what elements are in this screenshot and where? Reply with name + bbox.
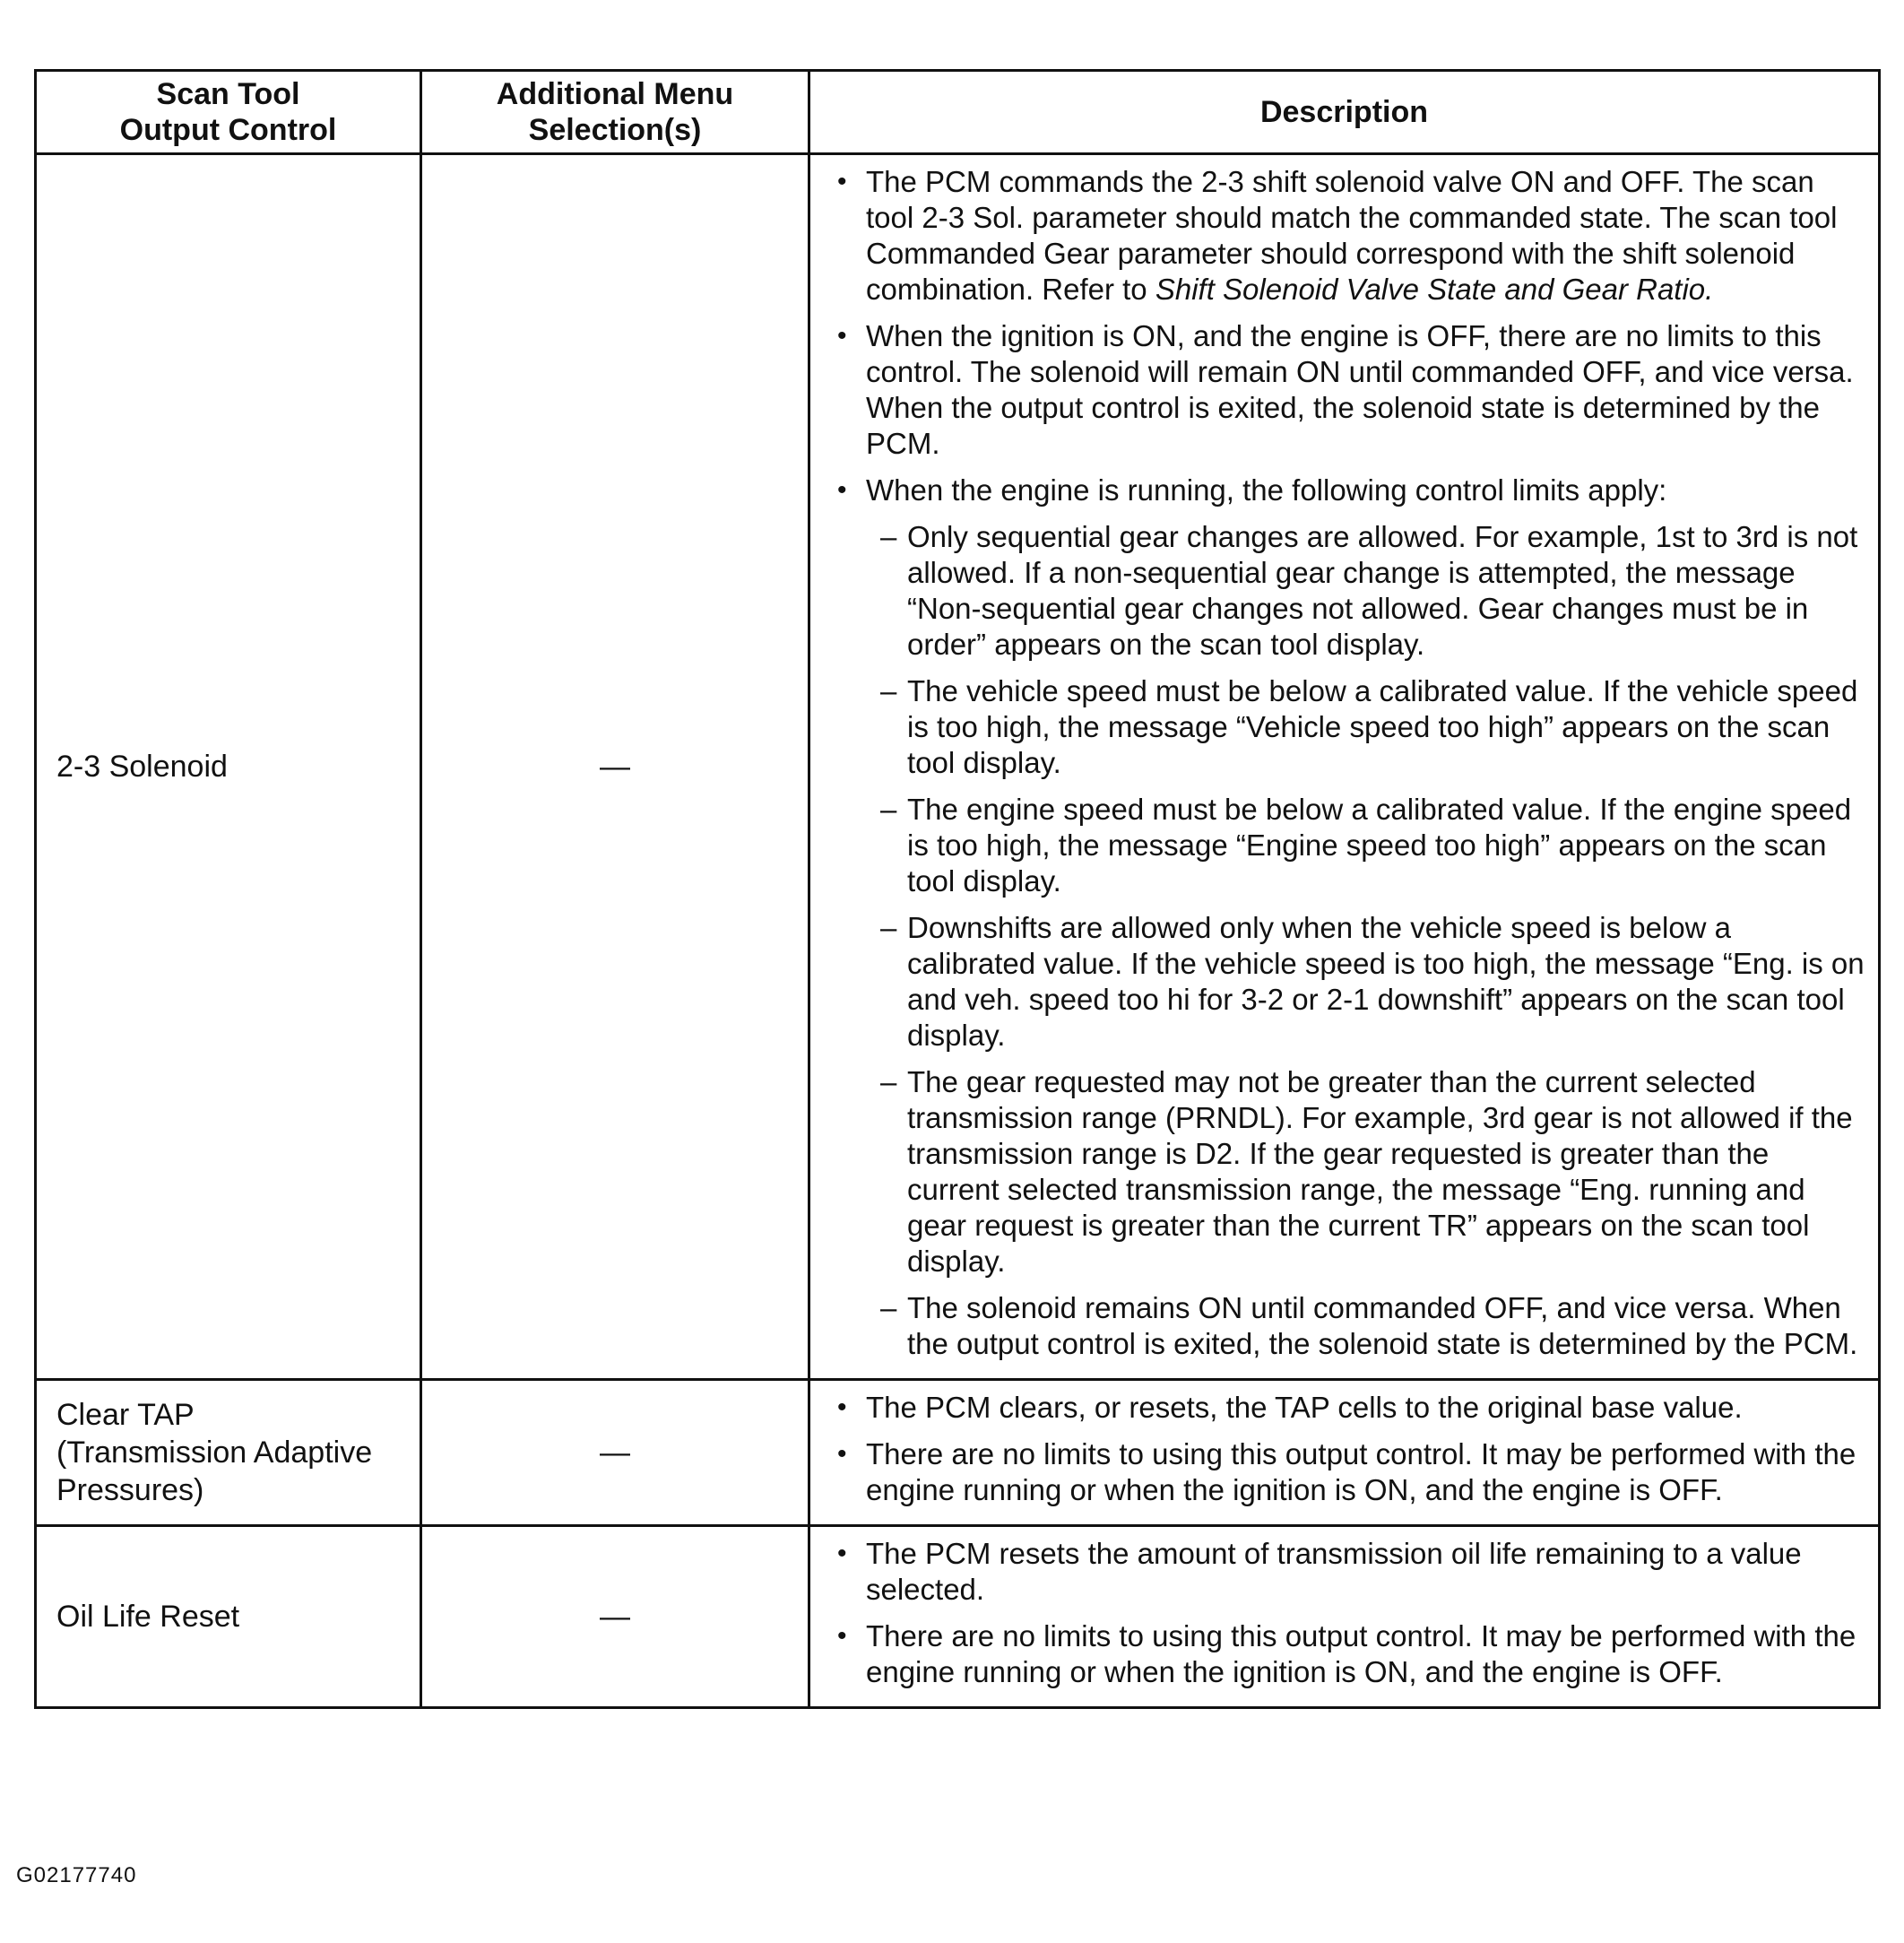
header-scan-tool-output-control: Scan Tool Output Control bbox=[36, 71, 421, 154]
description-cell bbox=[809, 1380, 1880, 1526]
control-cell: 2-3 Solenoid bbox=[36, 154, 421, 1380]
table-row bbox=[36, 1526, 1880, 1708]
description-bullets bbox=[866, 1390, 1865, 1508]
description-cell bbox=[809, 154, 1880, 1380]
list-item bbox=[866, 164, 1865, 308]
output-control-table bbox=[34, 69, 1881, 1709]
description-bullets bbox=[866, 164, 1865, 1362]
bullet-text: When the engine is running, the following control limits apply: bbox=[866, 473, 1667, 507]
control-cell: Oil Life Reset bbox=[36, 1526, 421, 1708]
list-item: • The PCM resets the amount of transmission oil life remaining to a value selected. bbox=[866, 1536, 1865, 1608]
sub-list-item: – The engine speed must be below a calibrated value. If the engine speed is too high, the message “Engine speed too high” appears on the scan tool display. bbox=[907, 792, 1865, 899]
list-item: • There are no limits to using this output control. It may be performed with the engine running or when the ignition is ON, and the engine is OFF. bbox=[866, 1436, 1865, 1508]
table-row bbox=[36, 154, 1880, 1380]
control-cell: Clear TAP (Transmission Adaptive Pressures) bbox=[36, 1380, 421, 1526]
list-item bbox=[866, 473, 1865, 1362]
header-additional-menu-selections: Additional Menu Selection(s) bbox=[421, 71, 809, 154]
menu-selection-cell: — bbox=[421, 1380, 809, 1526]
figure-code: G02177740 bbox=[16, 1863, 137, 1887]
menu-selection-cell: — bbox=[421, 1526, 809, 1708]
list-item: • The PCM clears, or resets, the TAP cells to the original base value. bbox=[866, 1390, 1865, 1426]
reference-link-text: Shift Solenoid Valve State and Gear Ratio. bbox=[1155, 273, 1714, 306]
description-cell bbox=[809, 1526, 1880, 1708]
list-item: • There are no limits to using this output control. It may be performed with the engine running or when the ignition is ON, and the engine is OFF. bbox=[866, 1618, 1865, 1690]
sub-list-item: – The vehicle speed must be below a calibrated value. If the vehicle speed is too high, the message “Vehicle speed too high” appears on the scan tool display. bbox=[907, 673, 1865, 781]
menu-selection-cell: — bbox=[421, 154, 809, 1380]
sub-list-item: – The gear requested may not be greater than the current selected transmission range (PRNDL). For example, 3rd gear is not allowed if the transmission range is D2. If the gear requested is greater than the current selected transmission range, the message “Eng. running and gear request is greater than the current TR” appears on the scan tool display. bbox=[907, 1064, 1865, 1279]
description-bullets bbox=[866, 1536, 1865, 1690]
sub-list-item: – Downshifts are allowed only when the vehicle speed is below a calibrated value. If the vehicle speed is too high, the message “Eng. is on and veh. speed too hi for 3-2 or 2-1 downshift” appears on the scan tool display. bbox=[907, 910, 1865, 1054]
sub-list-item: – The solenoid remains ON until commanded OFF, and vice versa. When the output control is exited, the solenoid state is determined by the PCM. bbox=[907, 1290, 1865, 1362]
table-header-row bbox=[36, 71, 1880, 154]
list-item bbox=[866, 318, 1865, 462]
bullet-text: When the ignition is ON, and the engine is OFF, there are no limits to this control. The solenoid will remain ON until commanded OFF, and vice versa. When the output control is exited, the solenoid state is determined by the PCM. bbox=[866, 319, 1854, 460]
sub-list-item: – Only sequential gear changes are allowed. For example, 1st to 3rd is not allowed. If a non-sequential gear change is attempted, the message “Non-sequential gear changes not allowed. Gear changes must be in order” appears on the scan tool display. bbox=[907, 519, 1865, 663]
table-row bbox=[36, 1380, 1880, 1526]
control-limits-list bbox=[866, 519, 1865, 1362]
bullet-text: The PCM commands the 2-3 shift solenoid valve ON and OFF. The scan tool 2-3 Sol. parameter should match the commanded state. The scan tool Commanded Gear parameter should correspond with the shift solenoid combination. Refer to bbox=[866, 165, 1838, 306]
header-description: Description bbox=[809, 71, 1880, 154]
